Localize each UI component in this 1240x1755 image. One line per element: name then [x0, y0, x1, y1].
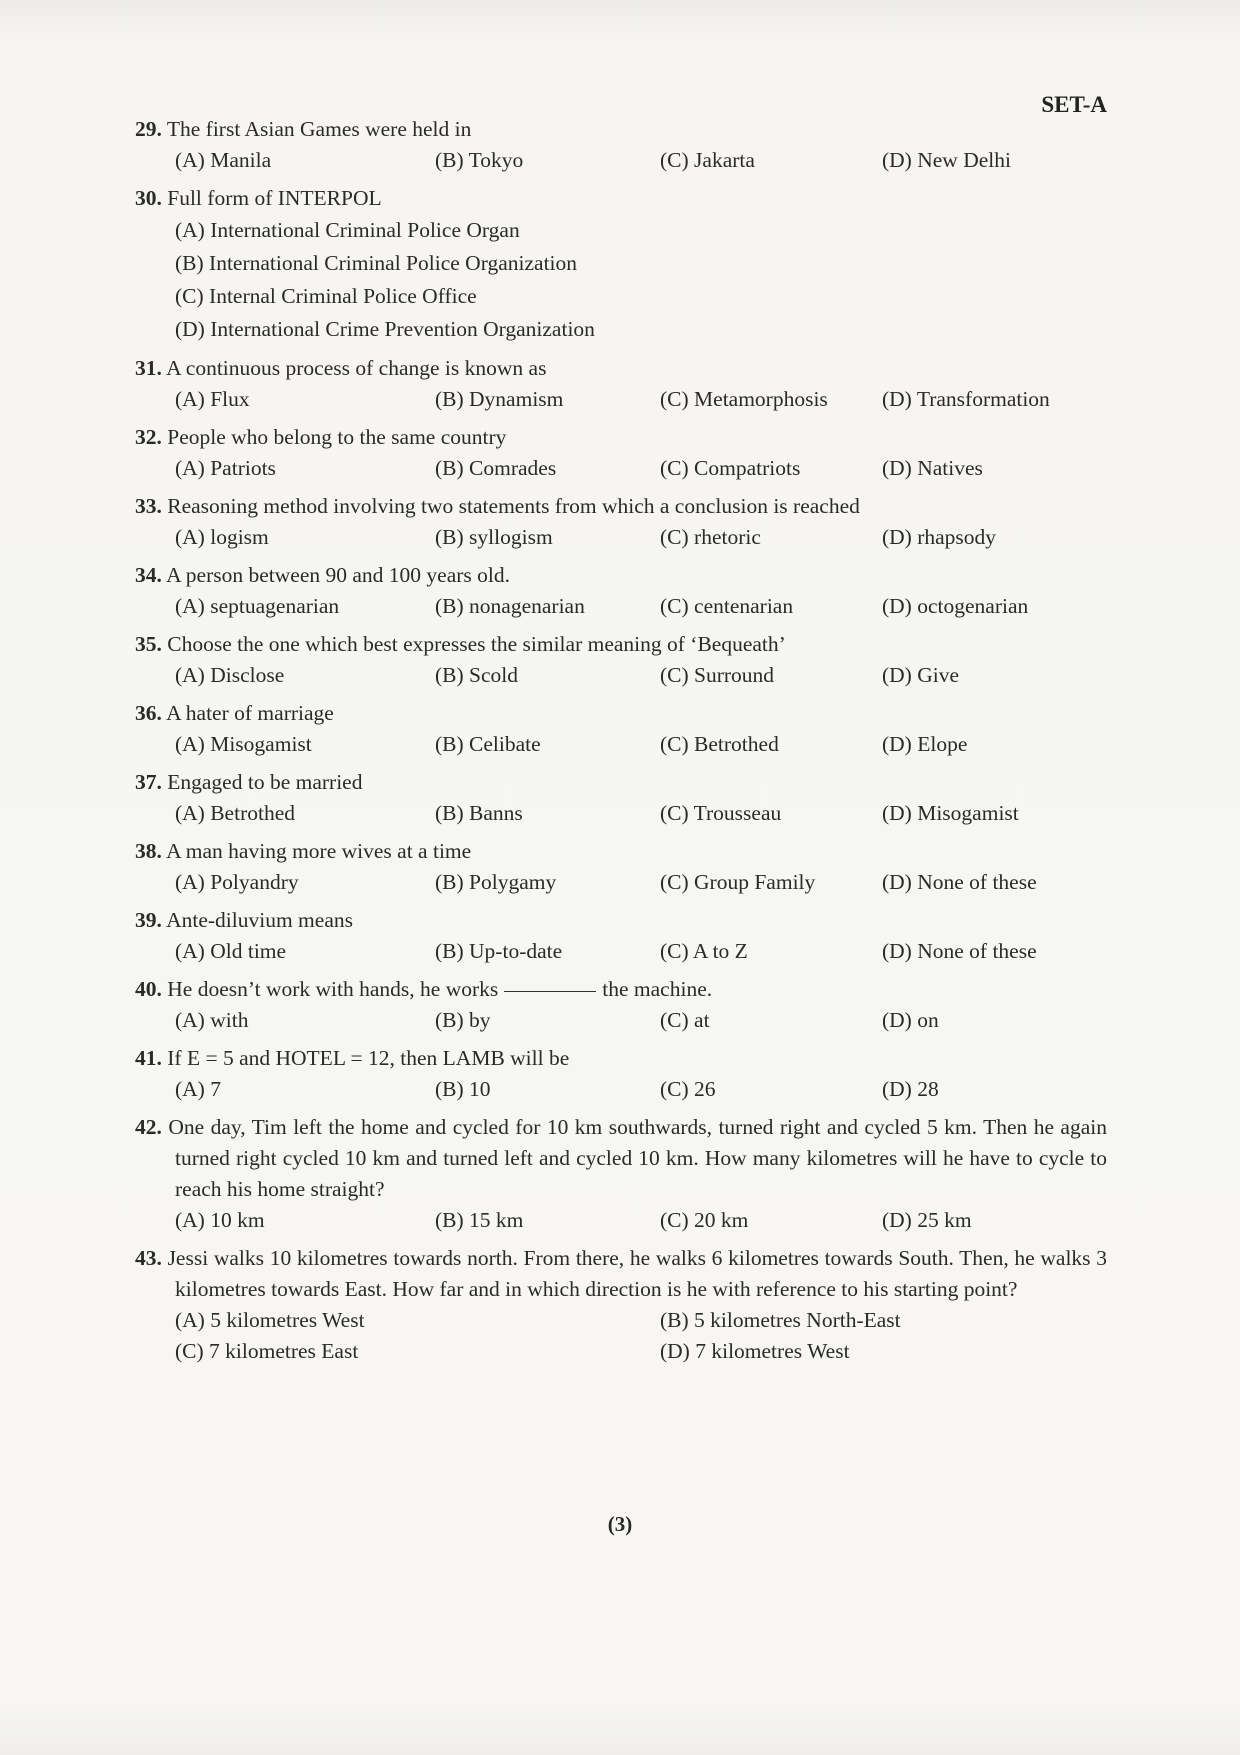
- option-a: (A) Flux: [175, 387, 250, 411]
- options-row: [135, 798, 1107, 829]
- option-d: (D) Give: [882, 663, 960, 687]
- question-number: 34.: [135, 563, 162, 587]
- question-34: [135, 560, 1107, 622]
- option-a: (A) Misogamist: [175, 732, 312, 756]
- option-b: (B) Comrades: [435, 456, 557, 480]
- option-a: (A) with: [175, 1008, 249, 1032]
- options-row: [135, 384, 1107, 415]
- option-c: (C) Trousseau: [660, 801, 782, 825]
- options-row: [135, 591, 1107, 622]
- option-c: (C) 20 km: [660, 1208, 749, 1232]
- question-38: [135, 836, 1107, 898]
- question-text-a: He doesn’t work with hands, he works: [167, 977, 499, 1001]
- option-d: (D) 28: [882, 1077, 939, 1101]
- option-d: (D) octogenarian: [882, 594, 1029, 618]
- question-29: [135, 114, 1107, 176]
- option-d: (D) 25 km: [882, 1208, 972, 1232]
- option-d: (D) None of these: [882, 870, 1037, 894]
- question-text: Choose the one which best expresses the similar meaning of ‘Bequeath’: [167, 632, 786, 656]
- question-text: Engaged to be married: [167, 770, 363, 794]
- question-number: 42.: [135, 1115, 162, 1139]
- option-a: (A) 7: [175, 1077, 221, 1101]
- options-row: [135, 936, 1107, 967]
- question-text: A person between 90 and 100 years old.: [166, 563, 510, 587]
- option-b: (B) Celibate: [435, 732, 541, 756]
- question-text: Reasoning method involving two statements from which a conclusion is reached: [167, 494, 860, 518]
- option-d: (D) Transformation: [882, 387, 1050, 411]
- options-row: [135, 660, 1107, 691]
- question-42: [135, 1112, 1107, 1236]
- option-a: (A) Manila: [175, 148, 272, 172]
- question-number: 41.: [135, 1046, 162, 1070]
- option-c: (C) A to Z: [660, 939, 748, 963]
- option-c: (C) 26: [660, 1077, 716, 1101]
- option-b: (B) by: [435, 1008, 491, 1032]
- option-d: (D) 7 kilometres West: [660, 1339, 850, 1363]
- option-d: (D) on: [882, 1008, 939, 1032]
- option-a: (A) logism: [175, 525, 269, 549]
- option-a: (A) Betrothed: [175, 801, 296, 825]
- option-b: (B) Up-to-date: [435, 939, 563, 963]
- options-row: [135, 1074, 1107, 1105]
- option-a: (A) 5 kilometres West: [175, 1308, 365, 1332]
- page-number: (3): [607, 1512, 633, 1536]
- option-c: (C) Group Family: [660, 870, 816, 894]
- question-text: Full form of INTERPOL: [167, 186, 382, 210]
- question-text: People who belong to the same country: [167, 425, 507, 449]
- question-number: 37.: [135, 770, 162, 794]
- option-d: (D) New Delhi: [882, 148, 1011, 172]
- question-number: 30.: [135, 186, 162, 210]
- option-d: (D) Misogamist: [882, 801, 1019, 825]
- options-row: [135, 453, 1107, 484]
- question-30: [135, 183, 1107, 346]
- options-row: [135, 1205, 1107, 1236]
- option-b: (B) 15 km: [435, 1208, 524, 1232]
- option-c: (C) Compatriots: [660, 456, 801, 480]
- options-row: [135, 867, 1107, 898]
- question-number: 29.: [135, 117, 162, 141]
- question-text: The first Asian Games were held in: [166, 117, 472, 141]
- options-row: [135, 729, 1107, 760]
- question-text: A continuous process of change is known as: [166, 356, 547, 380]
- option-b: (B) nonagenarian: [435, 594, 585, 618]
- option-c: (C) Internal Criminal Police Office: [175, 284, 477, 308]
- question-text: If E = 5 and HOTEL = 12, then LAMB will be: [167, 1046, 570, 1070]
- question-number: 35.: [135, 632, 162, 656]
- option-b: (B) Banns: [435, 801, 523, 825]
- fill-in-blank: [504, 991, 596, 992]
- question-text: Jessi walks 10 kilometres towards north. From there, he walks 6 kilometres towards South. Then, he walks 3 kilometres towards East. How far and in which direction is he with reference to his starting point?: [167, 1246, 1107, 1301]
- question-number: 36.: [135, 701, 162, 725]
- question-number: 33.: [135, 494, 162, 518]
- question-33: [135, 491, 1107, 553]
- options-grid: [135, 1305, 1107, 1367]
- option-b: (B) Tokyo: [435, 148, 524, 172]
- question-number: 40.: [135, 977, 162, 1001]
- question-39: [135, 905, 1107, 967]
- option-b: (B) Dynamism: [435, 387, 564, 411]
- question-text: Ante-diluvium means: [166, 908, 353, 932]
- question-35: [135, 629, 1107, 691]
- option-d: (D) None of these: [882, 939, 1037, 963]
- option-d: (D) rhapsody: [882, 525, 997, 549]
- option-d: (D) Elope: [882, 732, 968, 756]
- option-c: (C) 7 kilometres East: [175, 1339, 359, 1363]
- option-c: (C) Jakarta: [660, 148, 755, 172]
- question-32: [135, 422, 1107, 484]
- question-list: [135, 114, 1107, 1374]
- question-43: [135, 1243, 1107, 1367]
- options-row: [135, 145, 1107, 176]
- option-c: (C) Metamorphosis: [660, 387, 828, 411]
- options-stack: [135, 214, 1107, 346]
- option-a: (A) 10 km: [175, 1208, 265, 1232]
- question-text: A man having more wives at a time: [166, 839, 472, 863]
- question-number: 39.: [135, 908, 162, 932]
- option-c: (C) centenarian: [660, 594, 794, 618]
- option-c: (C) Betrothed: [660, 732, 779, 756]
- question-text: One day, Tim left the home and cycled for 10 km southwards, turned right and cycled 5 km. Then he again turned right cycled 10 km and turned left and cycled 10 km. How many kilometres will he have to cycle to reach his home straight?: [168, 1115, 1107, 1201]
- option-b: (B) 10: [435, 1077, 491, 1101]
- set-label: SET-A: [1041, 92, 1107, 117]
- question-37: [135, 767, 1107, 829]
- option-a: (A) International Criminal Police Organ: [175, 218, 520, 242]
- option-d: (D) International Crime Prevention Organization: [175, 317, 595, 341]
- options-row: [135, 522, 1107, 553]
- option-b: (B) Polygamy: [435, 870, 557, 894]
- option-b: (B) Scold: [435, 663, 519, 687]
- options-row: [135, 1005, 1107, 1036]
- option-c: (C) at: [660, 1008, 710, 1032]
- question-number: 31.: [135, 356, 162, 380]
- option-a: (A) Old time: [175, 939, 287, 963]
- option-b: (B) 5 kilometres North-East: [660, 1308, 901, 1332]
- option-c: (C) rhetoric: [660, 525, 761, 549]
- question-41: [135, 1043, 1107, 1105]
- option-c: (C) Surround: [660, 663, 775, 687]
- option-a: (A) Disclose: [175, 663, 285, 687]
- question-40: [135, 974, 1107, 1036]
- question-text-b: the machine.: [602, 977, 713, 1001]
- option-a: (A) septuagenarian: [175, 594, 340, 618]
- question-number: 32.: [135, 425, 162, 449]
- option-d: (D) Natives: [882, 456, 983, 480]
- option-b: (B) syllogism: [435, 525, 553, 549]
- option-a: (A) Patriots: [175, 456, 276, 480]
- option-b: (B) International Criminal Police Organization: [175, 251, 578, 275]
- question-number: 43.: [135, 1246, 162, 1270]
- question-number: 38.: [135, 839, 162, 863]
- question-31: [135, 353, 1107, 415]
- question-text: A hater of marriage: [166, 701, 334, 725]
- question-36: [135, 698, 1107, 760]
- option-a: (A) Polyandry: [175, 870, 299, 894]
